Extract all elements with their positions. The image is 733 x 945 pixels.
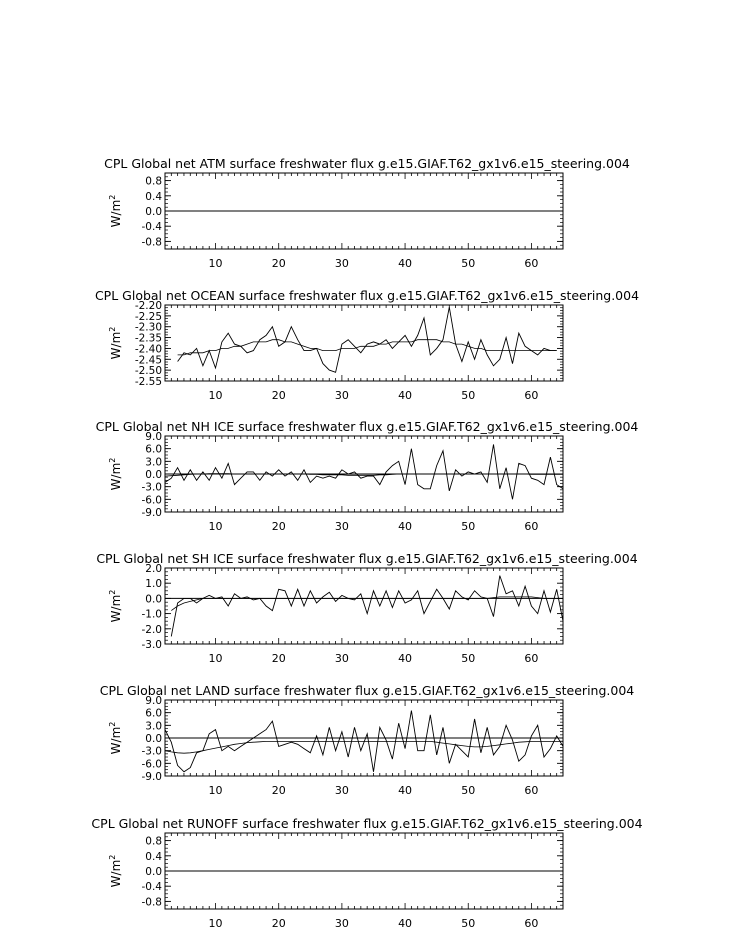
series-annual-line xyxy=(171,576,563,637)
chart-title: CPL Global net NH ICE surface freshwater flux g.e15.GIAF.T62_gx1v6.e15_steering.004 xyxy=(95,419,639,434)
y-tick-label: 9.0 xyxy=(145,695,162,707)
y-tick-label: -6.0 xyxy=(141,758,162,771)
y-axis-label-base: W/m xyxy=(109,594,123,623)
y-axis-label xyxy=(108,722,123,755)
y-tick-label: -2.20 xyxy=(134,300,162,312)
y-axis-label-base: W/m xyxy=(109,331,123,360)
x-tick-label: 10 xyxy=(208,389,223,402)
y-tick-label: -2.0 xyxy=(141,623,162,636)
y-axis-label-sup: 2 xyxy=(108,589,117,595)
y-tick-label: 0.0 xyxy=(145,469,162,481)
x-tick-label: 50 xyxy=(461,784,476,797)
y-tick-label: 6.0 xyxy=(145,707,162,720)
y-tick-label: -0.8 xyxy=(141,236,162,249)
x-tick-label: 60 xyxy=(524,389,539,402)
y-tick-label: -9.0 xyxy=(141,771,162,783)
y-tick-label: -1.0 xyxy=(141,608,162,621)
chart-panel-1 xyxy=(104,156,630,270)
x-tick-label: 60 xyxy=(524,784,539,797)
x-tick-label: 20 xyxy=(271,652,286,665)
x-tick-label: 40 xyxy=(398,389,413,402)
x-tick-label: 50 xyxy=(461,917,476,930)
x-tick-label: 20 xyxy=(271,917,286,930)
y-tick-label: -2.40 xyxy=(134,343,162,356)
y-tick-label: -2.50 xyxy=(134,365,162,378)
y-tick-label: -2.55 xyxy=(134,376,162,388)
y-tick-label: -6.0 xyxy=(141,494,162,507)
x-tick-label: 30 xyxy=(334,520,349,533)
x-tick-label: 10 xyxy=(208,652,223,665)
y-tick-label: -2.35 xyxy=(134,332,162,345)
y-tick-label: -0.8 xyxy=(141,896,162,909)
series-smoothed-line xyxy=(171,597,563,611)
x-tick-label: 20 xyxy=(271,257,286,270)
y-axis-label-base: W/m xyxy=(109,859,123,888)
x-tick-label: 10 xyxy=(208,520,223,533)
y-tick-label: 2.0 xyxy=(145,563,162,575)
x-tick-label: 40 xyxy=(398,520,413,533)
y-tick-label: 6.0 xyxy=(145,443,162,456)
chart-title: CPL Global net RUNOFF surface freshwater flux g.e15.GIAF.T62_gx1v6.e15_steering.004 xyxy=(91,816,643,831)
series-annual-line xyxy=(165,444,563,499)
chart-panel-3 xyxy=(96,419,639,533)
y-tick-label: 9.0 xyxy=(145,431,162,443)
x-tick-label: 60 xyxy=(524,917,539,930)
y-tick-label: -0.4 xyxy=(141,881,162,894)
y-axis-label-base: W/m xyxy=(109,726,123,755)
y-tick-label: 0.0 xyxy=(145,206,162,218)
y-tick-label: 0.4 xyxy=(145,850,162,863)
y-axis-label-sup: 2 xyxy=(108,854,117,860)
x-tick-label: 20 xyxy=(271,784,286,797)
y-tick-label: -2.25 xyxy=(134,310,162,323)
x-tick-label: 10 xyxy=(208,257,223,270)
y-tick-label: 3.0 xyxy=(145,456,162,469)
y-axis-label-base: W/m xyxy=(109,462,123,491)
y-axis-label-sup: 2 xyxy=(108,194,117,200)
x-tick-label: 50 xyxy=(461,652,476,665)
chart-panel-6 xyxy=(91,816,642,930)
y-axis-label xyxy=(108,458,123,491)
x-tick-label: 60 xyxy=(524,257,539,270)
y-tick-label: 0.0 xyxy=(145,593,162,606)
plot-frame xyxy=(165,568,563,644)
y-tick-label: 0.0 xyxy=(145,866,162,878)
x-tick-label: 50 xyxy=(461,520,476,533)
x-tick-label: 40 xyxy=(398,257,413,270)
y-axis-label xyxy=(108,327,123,360)
x-tick-label: 30 xyxy=(334,389,349,402)
chart-title: CPL Global net OCEAN surface freshwater flux g.e15.GIAF.T62_gx1v6.e15_steering.004 xyxy=(94,288,640,303)
y-tick-label: -0.4 xyxy=(141,221,162,234)
series-annual-line xyxy=(178,307,557,372)
x-tick-label: 60 xyxy=(524,652,539,665)
chart-title: CPL Global net SH ICE surface freshwater flux g.e15.GIAF.T62_gx1v6.e15_steering.004 xyxy=(96,551,638,566)
x-tick-label: 60 xyxy=(524,520,539,533)
chart-panel-4 xyxy=(96,551,637,665)
y-axis-label-sup: 2 xyxy=(108,457,117,463)
x-tick-label: 40 xyxy=(398,652,413,665)
y-tick-label: -2.30 xyxy=(134,321,162,334)
chart-title: CPL Global net ATM surface freshwater flux g.e15.GIAF.T62_gx1v6.e15_steering.004 xyxy=(104,156,630,171)
x-tick-label: 30 xyxy=(334,652,349,665)
y-tick-label: 0.8 xyxy=(145,835,162,848)
y-tick-label: -3.0 xyxy=(141,745,162,758)
series-smoothed-line xyxy=(178,340,557,355)
y-tick-label: 0.0 xyxy=(145,733,162,745)
y-tick-label: -2.45 xyxy=(134,354,162,367)
y-axis-label-sup: 2 xyxy=(108,721,117,727)
x-tick-label: 30 xyxy=(334,784,349,797)
y-tick-label: 0.4 xyxy=(145,190,162,203)
x-tick-label: 50 xyxy=(461,257,476,270)
x-tick-label: 40 xyxy=(398,784,413,797)
x-tick-label: 20 xyxy=(271,520,286,533)
x-tick-label: 40 xyxy=(398,917,413,930)
y-axis-label-base: W/m xyxy=(109,199,123,228)
x-tick-label: 50 xyxy=(461,389,476,402)
x-tick-label: 20 xyxy=(271,389,286,402)
x-tick-label: 30 xyxy=(334,257,349,270)
y-tick-label: -3.0 xyxy=(141,639,162,651)
y-axis-label xyxy=(108,855,123,888)
y-tick-label: 1.0 xyxy=(145,578,162,591)
x-tick-label: 30 xyxy=(334,917,349,930)
chart-panel-5 xyxy=(100,683,635,797)
y-axis-label-sup: 2 xyxy=(108,326,117,332)
x-tick-label: 10 xyxy=(208,784,223,797)
chart-title: CPL Global net LAND surface freshwater flux g.e15.GIAF.T62_gx1v6.e15_steering.004 xyxy=(99,683,635,698)
chart-panel-2 xyxy=(95,288,639,402)
y-tick-label: 0.8 xyxy=(145,175,162,188)
y-tick-label: -9.0 xyxy=(141,507,162,519)
x-tick-label: 10 xyxy=(208,917,223,930)
plot-frame xyxy=(165,305,563,381)
y-axis-label xyxy=(108,590,123,623)
y-tick-label: -3.0 xyxy=(141,481,162,494)
y-tick-label: 3.0 xyxy=(145,720,162,733)
y-axis-label xyxy=(108,195,123,228)
